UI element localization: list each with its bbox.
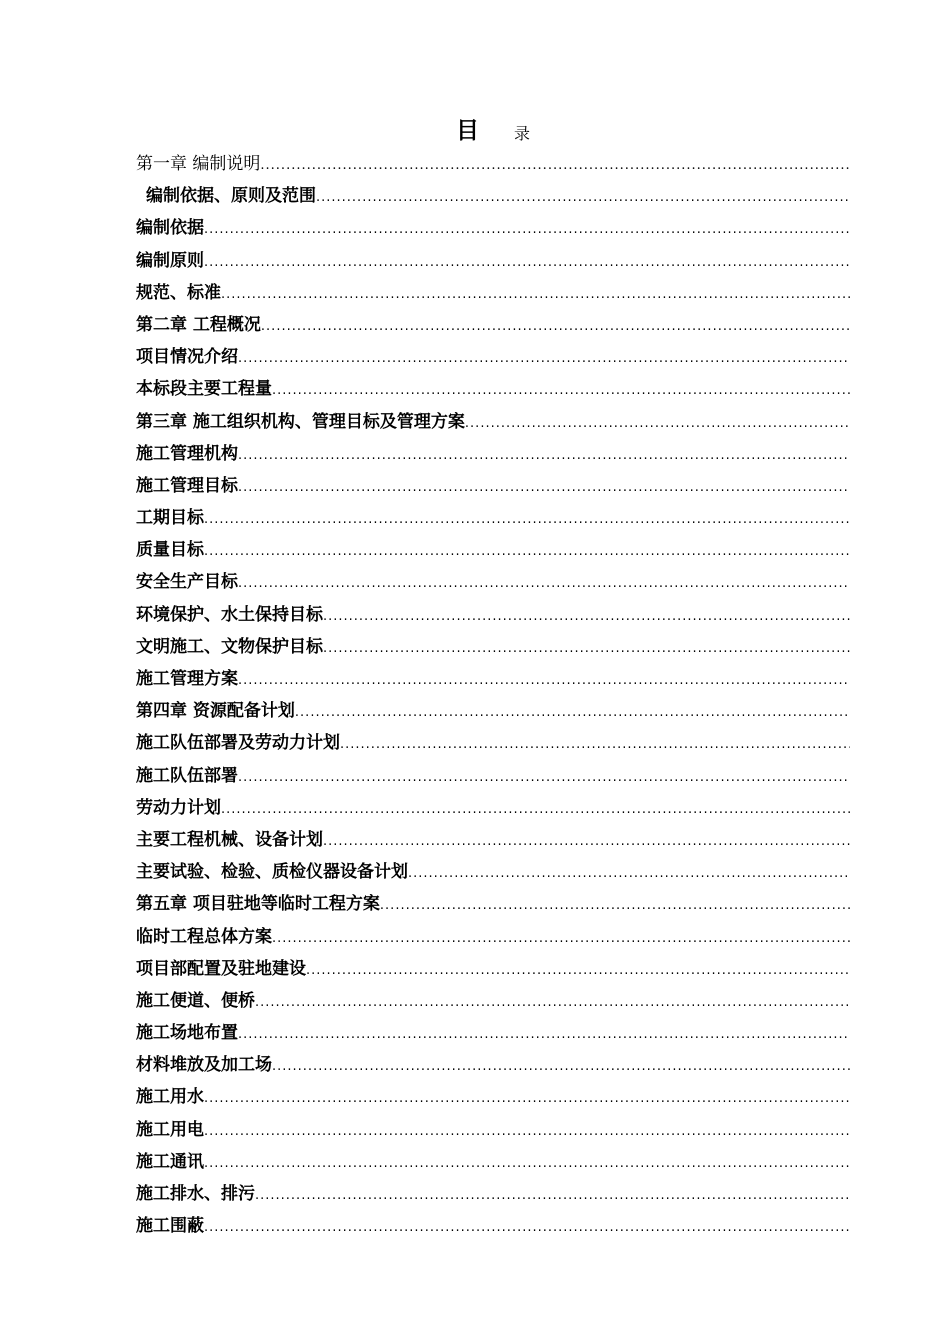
toc-dot-leader <box>272 375 850 407</box>
toc-dot-leader <box>323 633 850 665</box>
toc-title-sub: 录 <box>514 124 531 143</box>
toc-entry[interactable] <box>136 824 850 856</box>
toc-entry[interactable] <box>136 180 850 212</box>
toc-dot-leader <box>295 697 850 729</box>
toc-entry[interactable] <box>136 921 850 953</box>
toc-entry-label: 主要工程机械、设备计划 <box>136 829 323 850</box>
toc-entry-label: 施工用电 <box>136 1119 204 1140</box>
toc-dot-leader <box>255 1180 850 1212</box>
toc-entry-label: 编制原则 <box>136 250 204 271</box>
toc-entry[interactable] <box>136 1114 850 1146</box>
toc-entry-label: 编制依据 <box>136 218 204 239</box>
toc-entry[interactable] <box>136 245 850 277</box>
toc-entry[interactable] <box>136 792 850 824</box>
toc-entry[interactable] <box>136 534 850 566</box>
toc-entry-label: 劳动力计划 <box>136 797 221 818</box>
toc-entry-label: 安全生产目标 <box>136 572 238 593</box>
toc-dot-leader <box>238 762 850 794</box>
toc-entry[interactable] <box>136 985 850 1017</box>
toc-entry-label: 临时工程总体方案 <box>136 926 272 947</box>
toc-entry-label: 第五章 项目驻地等临时工程方案 <box>136 894 380 915</box>
toc-entry[interactable] <box>136 631 850 663</box>
toc-entry[interactable] <box>136 1146 850 1178</box>
toc-entry-label: 施工管理机构 <box>136 443 238 464</box>
toc-entry[interactable] <box>136 1210 850 1242</box>
toc-entry-label: 第一章 编制说明 <box>136 154 261 174</box>
toc-dot-leader <box>465 408 850 440</box>
toc-dot-leader <box>221 794 850 826</box>
toc-title <box>0 116 950 150</box>
toc-dot-leader <box>323 826 850 858</box>
toc-dot-leader <box>306 955 850 987</box>
toc-dot-leader <box>316 182 850 214</box>
toc-entry-label: 施工通讯 <box>136 1151 204 1172</box>
table-of-contents <box>136 148 850 1242</box>
toc-entry[interactable] <box>136 856 850 888</box>
toc-dot-leader <box>340 729 850 761</box>
toc-entry-label: 施工围蔽 <box>136 1216 204 1237</box>
toc-dot-leader <box>204 1116 850 1148</box>
toc-entry[interactable] <box>136 373 850 405</box>
toc-entry[interactable] <box>136 953 850 985</box>
toc-entry-label: 施工排水、排污 <box>136 1184 255 1204</box>
toc-entry-label: 第二章 工程概况 <box>136 314 261 335</box>
toc-dot-leader <box>272 1051 850 1083</box>
toc-dot-leader <box>272 923 850 955</box>
toc-entry[interactable] <box>136 695 850 727</box>
toc-entry[interactable] <box>136 502 850 534</box>
toc-entry[interactable] <box>136 470 850 502</box>
toc-entry-label: 项目情况介绍 <box>136 347 238 368</box>
toc-entry-label: 文明施工、文物保护目标 <box>136 636 323 657</box>
toc-dot-leader <box>238 1019 850 1051</box>
toc-entry[interactable] <box>136 277 850 309</box>
toc-entry-label: 主要试验、检验、质检仪器设备计划 <box>136 862 408 883</box>
toc-dot-leader <box>408 858 850 890</box>
toc-dot-leader <box>261 311 850 343</box>
toc-entry-label: 质量目标 <box>136 540 204 561</box>
toc-entry[interactable] <box>136 438 850 470</box>
toc-dot-leader <box>238 665 850 697</box>
toc-dot-leader <box>204 1083 850 1115</box>
toc-entry-label: 第三章 施工组织机构、管理目标及管理方案 <box>136 411 465 432</box>
toc-entry-label: 施工场地布置 <box>136 1023 238 1044</box>
toc-entry-label: 本标段主要工程量 <box>136 379 272 400</box>
toc-dot-leader <box>238 472 850 504</box>
toc-entry[interactable] <box>136 212 850 244</box>
toc-entry-label: 项目部配置及驻地建设 <box>136 958 306 979</box>
toc-entry[interactable] <box>136 406 850 438</box>
toc-entry-label: 编制依据、原则及范围 <box>146 186 316 207</box>
toc-entry[interactable] <box>136 1017 850 1049</box>
toc-entry[interactable] <box>136 663 850 695</box>
toc-entry[interactable] <box>136 599 850 631</box>
toc-entry-label: 施工队伍部署及劳动力计划 <box>136 733 340 754</box>
toc-dot-leader <box>204 504 850 536</box>
toc-title-main: 目 <box>456 118 479 144</box>
toc-dot-leader <box>255 987 850 1019</box>
toc-entry[interactable] <box>136 760 850 792</box>
toc-entry-label: 环境保护、水土保持目标 <box>136 604 323 625</box>
toc-entry-label: 施工管理方案 <box>136 669 238 689</box>
toc-entry-label: 材料堆放及加工场 <box>136 1055 272 1076</box>
toc-dot-leader <box>204 247 850 279</box>
toc-dot-leader <box>238 568 850 600</box>
toc-dot-leader <box>260 150 850 182</box>
toc-dot-leader <box>238 343 850 375</box>
toc-entry-label: 施工用水 <box>136 1087 204 1108</box>
toc-entry[interactable] <box>136 566 850 598</box>
toc-dot-leader <box>204 214 850 246</box>
toc-entry[interactable] <box>136 309 850 341</box>
toc-dot-leader <box>380 890 850 922</box>
toc-entry[interactable] <box>136 1081 850 1113</box>
toc-dot-leader <box>204 536 850 568</box>
toc-entry[interactable] <box>136 1178 850 1210</box>
toc-entry-label: 第四章 资源配备计划 <box>136 701 295 722</box>
toc-entry-label: 施工队伍部署 <box>136 765 238 786</box>
toc-dot-leader <box>238 440 850 472</box>
toc-entry-label: 工期目标 <box>136 508 204 529</box>
toc-entry-label: 施工管理目标 <box>136 475 238 496</box>
toc-entry-label: 规范、标准 <box>136 282 221 303</box>
toc-entry[interactable] <box>136 1049 850 1081</box>
toc-entry[interactable] <box>136 727 850 759</box>
toc-entry[interactable] <box>136 341 850 373</box>
toc-dot-leader <box>221 279 850 311</box>
toc-dot-leader <box>323 601 850 633</box>
toc-dot-leader <box>204 1148 850 1180</box>
toc-dot-leader <box>204 1212 850 1244</box>
toc-entry[interactable] <box>136 888 850 920</box>
toc-entry[interactable] <box>136 148 850 180</box>
toc-entry-label: 施工便道、便桥 <box>136 990 255 1011</box>
